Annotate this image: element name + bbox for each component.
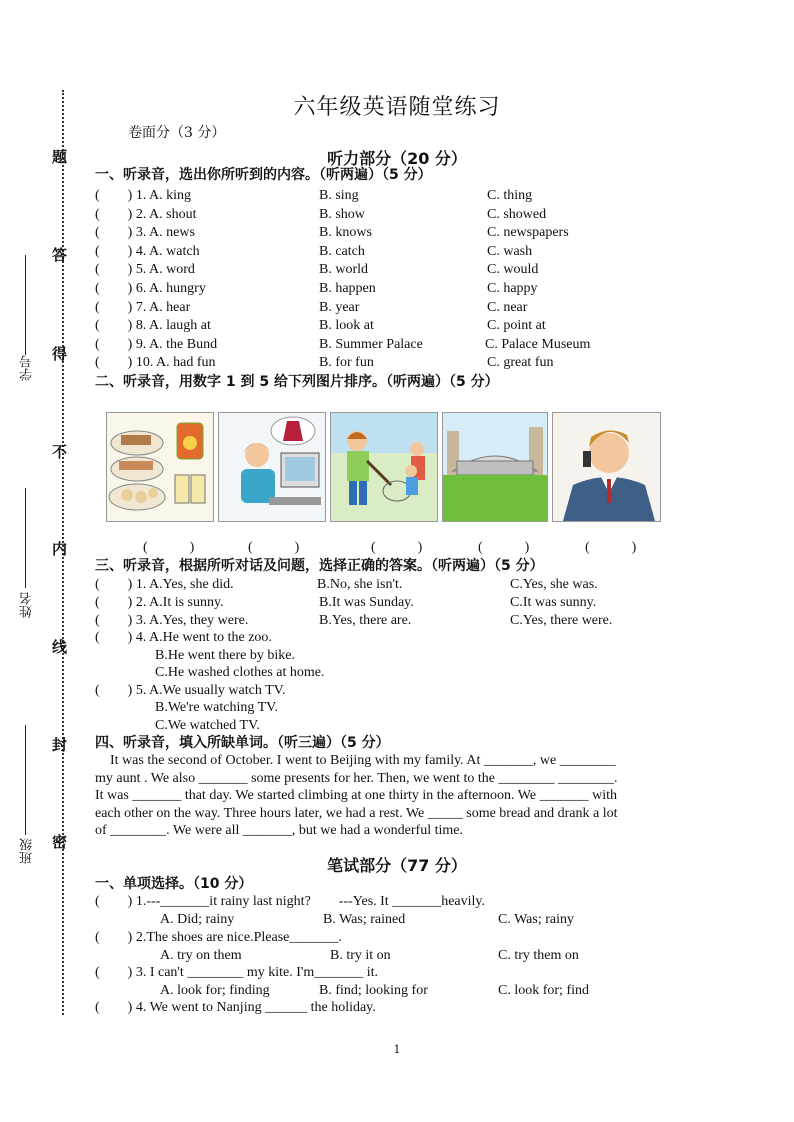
option-a[interactable]: A. look for; finding — [160, 982, 270, 998]
building-picture — [442, 412, 548, 522]
seal-char: 线 — [52, 638, 68, 656]
passage-line: It was _______ that day. We started climbing at one thirty in the afternoon. We _______ with — [95, 788, 617, 803]
food-illustration — [107, 413, 213, 521]
option-b[interactable]: B. catch — [319, 243, 365, 259]
option-a[interactable]: ( ) 6. A. hungry — [95, 281, 206, 296]
option-c[interactable]: C. look for; find — [498, 982, 589, 998]
option-b[interactable]: B. for fun — [319, 355, 374, 371]
mc-question-stem[interactable]: ( ) 1.---_______it rainy last night? ---Yes. It _______heavily. — [95, 894, 485, 909]
passage-line: It was the second of October. I went to Beijing with my family. At _______, we ________ — [110, 753, 616, 768]
question-row — [95, 243, 715, 261]
q4-option-c[interactable]: C.He washed clothes at home. — [155, 665, 325, 680]
option-c[interactable]: C. wash — [487, 243, 533, 259]
option-b[interactable]: B. find; looking for — [319, 982, 428, 998]
q4-option-a[interactable]: ( ) 4. A.He went to the zoo. — [95, 630, 272, 645]
class-line[interactable] — [25, 725, 26, 835]
page-number: 1 — [393, 1043, 401, 1056]
computer-girl-illustration — [219, 413, 325, 521]
q5-option-b[interactable]: B.We're watching TV. — [155, 700, 278, 715]
q4-option-b[interactable]: B.He went there by bike. — [155, 647, 295, 663]
order-bracket[interactable]: ( ) — [143, 540, 195, 555]
option-a[interactable]: ( ) 7. A. hear — [95, 299, 191, 315]
option-a[interactable]: ( ) 8. A. laugh at — [95, 318, 211, 334]
passage-line: my aunt . We also _______ some presents for her. Then, we went to the ________ ________. — [95, 770, 618, 786]
option-a[interactable]: ( ) 5. A. word — [95, 262, 195, 278]
question-row — [95, 911, 715, 929]
q5-option-a[interactable]: ( ) 5. A.We usually watch TV. — [95, 682, 286, 698]
question-row — [95, 280, 715, 298]
question-row — [95, 576, 715, 594]
part2-heading: 二、听录音，用数字 1 到 5 给下列图片排序。（听两遍）（5 分） — [95, 374, 499, 390]
option-b[interactable]: B. sing — [319, 188, 359, 203]
option-b[interactable]: B. show — [319, 206, 365, 222]
option-c[interactable]: C. newspapers — [487, 225, 569, 241]
mc-question-stem[interactable]: ( ) 4. We went to Nanjing ______ the holiday. — [95, 1000, 376, 1015]
order-bracket[interactable]: ( ) — [371, 540, 423, 555]
order-bracket[interactable]: ( ) — [248, 540, 300, 555]
option-c[interactable]: C. showed — [487, 206, 547, 222]
student-id-label: 学号 — [20, 355, 35, 381]
option-c[interactable]: C. Was; rainy — [498, 912, 574, 927]
option-b[interactable]: B.It was Sunday. — [319, 595, 414, 610]
option-c[interactable]: C. try them on — [498, 947, 579, 963]
option-a[interactable]: ( ) 9. A. the Bund — [95, 336, 218, 352]
student-id-line[interactable] — [25, 255, 26, 355]
option-a[interactable]: ( ) 1. A. king — [95, 188, 192, 203]
written-section-title: 笔试部分（77 分） — [327, 856, 467, 875]
question-row — [95, 317, 715, 335]
option-b[interactable]: B. try it on — [330, 947, 391, 963]
question-row — [95, 206, 715, 224]
option-a[interactable]: A. Did; rainy — [160, 912, 235, 927]
option-b[interactable]: B. Summer Palace — [319, 336, 423, 352]
option-c[interactable]: C. Palace Museum — [485, 336, 591, 352]
mc-question-stem[interactable]: ( ) 2.The shoes are nice.Please_______. — [95, 930, 342, 945]
option-c[interactable]: C. point at — [487, 318, 546, 334]
name-label: 姓名 — [20, 592, 35, 618]
part3-heading: 三、听录音，根据所听对话及问题，选择正确的答案。（听两遍）（5 分） — [95, 558, 544, 574]
passage-line: each other on the way. Three hours later, we had a rest. We _____ some bread and drank a lot — [95, 805, 618, 821]
option-b[interactable]: B.No, she isn't. — [317, 577, 403, 592]
order-bracket[interactable]: ( ) — [478, 540, 530, 555]
question-row — [95, 299, 715, 317]
option-c[interactable]: C. near — [487, 299, 528, 315]
order-bracket[interactable]: ( ) — [585, 540, 637, 555]
neatness-score: 卷面分（3 分） — [128, 125, 226, 141]
option-b[interactable]: B. happen — [319, 281, 376, 296]
seal-char: 密 — [52, 833, 68, 851]
seal-char: 答 — [52, 246, 68, 264]
shopping-online-picture — [218, 412, 326, 522]
question-row — [95, 354, 715, 372]
name-line[interactable] — [25, 488, 26, 588]
option-b[interactable]: B. look at — [319, 318, 374, 334]
option-a[interactable]: ( ) 2. A. shout — [95, 206, 197, 222]
option-b[interactable]: B. year — [319, 299, 360, 315]
listening-section-title: 听力部分（20 分） — [327, 149, 467, 168]
option-c[interactable]: C. would — [487, 262, 539, 278]
part1-heading: 一、听录音，选出你所听到的内容。（听两遍）（5 分） — [95, 167, 432, 183]
food-picture — [106, 412, 214, 522]
catching-fish-picture — [330, 412, 438, 522]
q5-option-c[interactable]: C.We watched TV. — [155, 717, 260, 733]
seal-char: 不 — [52, 443, 68, 461]
mc-question-stem[interactable]: ( ) 3. I can't ________ my kite. I'm_______ it. — [95, 965, 379, 980]
option-c[interactable]: C.It was sunny. — [510, 595, 597, 610]
option-c[interactable]: C. happy — [487, 281, 538, 296]
question-row — [95, 594, 715, 612]
question-row — [95, 187, 715, 205]
seal-char: 题 — [52, 148, 68, 166]
question-row — [95, 612, 715, 630]
net-and-fish-illustration — [331, 413, 437, 521]
option-c[interactable]: C. great fun — [487, 355, 554, 371]
option-c[interactable]: C.Yes, there were. — [510, 612, 613, 628]
picture-strip — [106, 412, 661, 522]
stadium-illustration — [443, 413, 547, 521]
question-row — [95, 982, 715, 1000]
question-row — [95, 224, 715, 242]
option-b[interactable]: B.Yes, there are. — [319, 612, 412, 628]
seal-char: 封 — [52, 736, 68, 754]
written-part1-heading: 一、单项选择。（10 分） — [95, 876, 253, 892]
question-row — [95, 261, 715, 279]
option-a[interactable]: ( ) 4. A. watch — [95, 243, 200, 259]
option-b[interactable]: B. knows — [319, 225, 372, 241]
question-row — [95, 336, 715, 354]
option-a[interactable]: A. try on them — [160, 947, 242, 963]
option-a[interactable]: ( ) 1. A.Yes, she did. — [95, 577, 234, 592]
option-b[interactable]: B. world — [319, 262, 368, 278]
class-label: 班级 — [20, 838, 35, 864]
option-b[interactable]: B. Was; rained — [323, 912, 406, 927]
page-title: 六年级英语随堂练习 — [293, 95, 501, 120]
part4-heading: 四、听录音，填入所缺单词。（听三遍）（5 分） — [95, 735, 390, 751]
option-a[interactable]: ( ) 2. A.It is sunny. — [95, 595, 224, 610]
question-row — [95, 947, 715, 965]
option-c[interactable]: C. thing — [487, 188, 533, 203]
phone-man-picture — [552, 412, 661, 522]
seal-char: 内 — [52, 540, 68, 558]
option-a[interactable]: ( ) 3. A. news — [95, 225, 195, 241]
option-a[interactable]: ( ) 3. A.Yes, they were. — [95, 612, 249, 628]
option-c[interactable]: C.Yes, she was. — [510, 577, 598, 592]
passage-line: of ________. We were all _______, but we had a wonderful time. — [95, 823, 463, 838]
option-a[interactable]: ( ) 10. A. had fun — [95, 355, 216, 371]
seal-char: 得 — [52, 345, 68, 363]
businessman-illustration — [553, 413, 660, 521]
